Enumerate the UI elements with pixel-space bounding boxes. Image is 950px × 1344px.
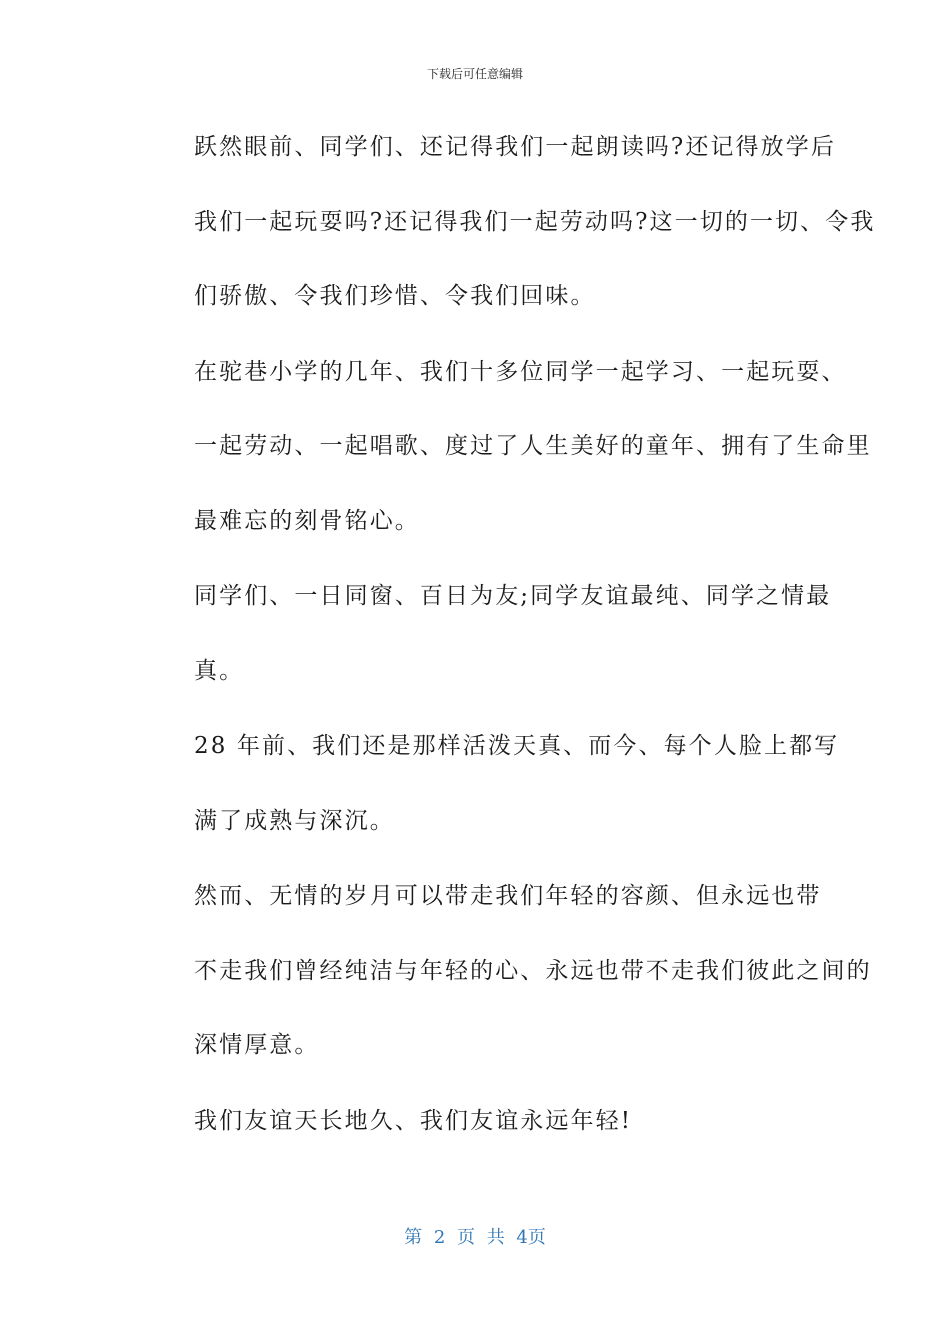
text-line: 我们一起玩耍吗?还记得我们一起劳动吗?这一切的一切、令我 [194,208,876,235]
page-header: 下载后可任意编辑 [426,67,523,81]
document-body [146,110,876,1159]
paragraph-5 [146,859,872,1083]
text-line: 真。 [194,657,245,684]
text-line: 我们友谊天长地久、我们友谊永远年轻! [194,1107,633,1134]
text-line: 深情厚意。 [194,1032,320,1058]
text-line: 不走我们曾经纯洁与年轻的心、永远也带不走我们彼此之间的 [194,957,872,984]
text-line: 们骄傲、令我们珍惜、令我们回味。 [194,283,596,309]
text-line: 然而、无情的岁月可以带走我们年轻的容颜、但永远也带 [194,883,822,909]
text-line: 一起劳动、一起唱歌、度过了人生美好的童年、拥有了生命里 [194,433,872,459]
paragraph-4 [146,709,840,858]
text-line: 最难忘的刻骨铭心。 [194,507,420,534]
paragraph-2 [146,335,872,559]
text-line: 跃然眼前、同学们、还记得我们一起朗读吗?还记得放学后 [194,134,836,160]
text-line: 28 年前、我们还是那样活泼天真、而今、每个人脸上都写 [194,733,840,759]
page-number-footer: 第 2 页 共 4页 [404,1227,546,1248]
text-line: 满了成熟与深沉。 [194,807,395,834]
text-line: 在驼巷小学的几年、我们十多位同学一起学习、一起玩耍、 [194,358,847,385]
paragraph-6 [146,1084,818,1159]
paragraph-1 [146,110,876,334]
text-line: 同学们、一日同窗、百日为友;同学友谊最纯、同学之情最 [194,583,832,609]
paragraph-3 [146,559,832,708]
